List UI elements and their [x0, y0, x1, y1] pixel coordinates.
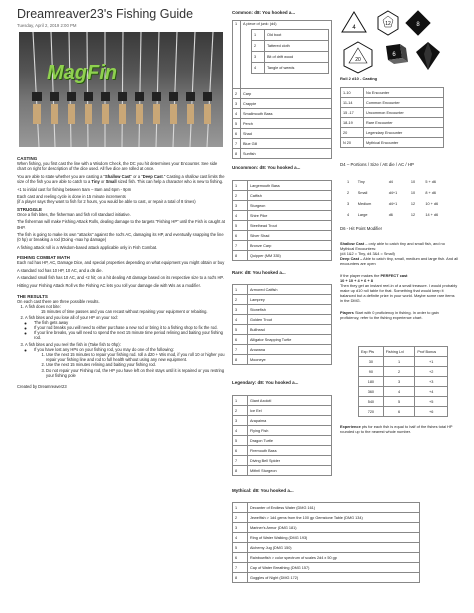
struggle-p1: Once a fish bites, the fisherman and fish roll standard initiative. — [17, 211, 131, 217]
mythical-title: Mythical: d8: You hooked a... — [232, 488, 294, 493]
d10-icon — [416, 42, 440, 70]
uncommon-table: 1 Largemouth Bass 2 Catfish 3 Sturgeon 4 Shire Pike 5 Steelhead Trout 6 Silver Shad 7 Bronze Carp 8 Quipper (MM 335) — [232, 180, 332, 261]
table-cell: Diving Bell Spider — [248, 456, 332, 466]
result-2: 2. A fish bites and you lose all of your HP on your rod: ◦ The fish gets away ◦ If your rod breaks you will need to either purchase a new rod or bring it to a fishing shop to fix the rod. ◦ If your line breaks, you will need to spend the next 15 minute time period relining and baiting your fishing rod. — [25, 315, 225, 341]
results-intro: On each cast there are three possible results. — [17, 298, 100, 304]
table-cell: Rare Encounter — [364, 118, 444, 128]
table-cell: Arapaima — [248, 416, 332, 426]
table-cell: Firemouth Bass — [248, 446, 332, 456]
combat-p3: A standard small fish has 10 AC, and +2 hit; on a hit dealing Att damage based on its respective size to a rod's HP. — [17, 275, 224, 281]
d8-icon — [406, 11, 430, 35]
results-list — [17, 304, 225, 378]
result-2c: ◦ If your line breaks, you will need to spend the next 15 minute time period relining and baiting your fishing rod. — [34, 330, 225, 340]
deep-note: Deep Cast – Able to catch tiny, small, medium and large fish. And all encounters are open — [340, 256, 459, 266]
result-1: 1. A fish does not bite: 15 minutes of time passes and you can recast without repairing your equipment or rebaiting. — [25, 304, 225, 314]
portions-title: D4 – Portions / Size / Att die / AC / HP — [340, 162, 414, 167]
exp-header: Exp Pts — [359, 347, 384, 357]
fishing-rods-image — [19, 32, 223, 147]
lvl-header: Fishing Lvl — [383, 347, 415, 357]
casting-heading: CASTING — [17, 156, 38, 161]
common-row-junk — [241, 21, 332, 89]
legendary-table: 1 Giant Axolotl 2 Ice Eel 3 Arapaima 4 Flying Fish 5 Dragon Turtle 6 Firemouth Bass 7 Diving Bell Spider 8 Mithril Sturgeon — [232, 395, 332, 476]
bonus-header: Prof Bonus — [415, 347, 448, 357]
result-3: 3. A fish bites and you reel the fish in (Take fish to 0hp): ◦ If you have lost any HPs on your fishing rod, you may do one of the following: 1. Use the next 15 minutes to repair your fishing rod. roll a d20 + Wis mod, if you roll 10 or higher you repair your fishing line and rod to full health without using any new equipment. 2. Use the next 15 minutes relining and baiting your fishing rod. 3. Do not repair your Fishing rod, the HP you have left on their stays until it is repaired or you restring your fishing pole — [25, 342, 225, 378]
table-cell: Flying Fish — [248, 426, 332, 436]
table-cell: Rainbowfish > color spectrum of scales 2d4 x 50 gp — [248, 553, 420, 563]
shallow-formula: (d4 1&2 = Tiny, d4 3&4 = Small) — [340, 251, 395, 256]
result-3a: ◦ If you have lost any HPs on your fishing rod, you may do one of the following: 1. Use the next 15 minutes to repair your fishing rod. roll a d20 + Wis mod, if you roll 10 or higher you repair your fishing line and rod to full health without using any new equipment. 2. Use the next 15 minutes relining and baiting your fishing rod. 3. Do not repair your Fishing rod, the HP you have left on their stays until it is repaired or you restring your fishing pole — [34, 347, 225, 378]
table-cell: Catfish — [248, 191, 332, 201]
table-cell: Shire Pike — [248, 211, 332, 221]
left-column — [17, 156, 225, 392]
table-cell: Stonefish — [248, 305, 332, 315]
result-3a3: 3. Do not repair your Fishing rod, the HP you have left on their stays until it is repaired or you restring your fishing pole — [46, 368, 225, 378]
table-cell: Common Encounter — [364, 98, 444, 108]
svg-text:8: 8 — [416, 22, 420, 28]
encounter-table: 1-10 No Encounter 11-14 Common Encounter 15 -17 Uncommon Encounter 18-19 Rare Encounter 20 Legendary Encounter N 20 Mythical Encounter — [340, 87, 444, 148]
struggle-heading: STRUGGLE — [17, 206, 43, 212]
table-cell: Dragon Turtle — [248, 436, 332, 446]
d20-icon — [344, 42, 372, 73]
table-cell: Uncommon Encounter — [364, 108, 444, 118]
table-cell: Alligator Snapping Turtle — [248, 335, 332, 345]
uncommon-title: Uncommon: d8: You hooked a... — [232, 165, 301, 170]
table-cell: Arowana — [248, 345, 332, 355]
table-cell: Armored Catfish — [248, 285, 332, 295]
perfect-formula: 10 + 10 + 4 + 6 + 8 — [340, 278, 373, 283]
table-cell: Ice Eel — [248, 406, 332, 416]
table-cell: Lamprey — [248, 295, 332, 305]
perfect-cast-intro: If the player makes the PERFECT cast — [340, 273, 408, 278]
svg-text:4: 4 — [352, 25, 356, 31]
struggle-p3: The fish is going to make its own "attacks" against the rod's AC, damaging its HP, and eventually snapping the line (0 hp) or breaking a rod (Doing -max hp damage) — [17, 232, 224, 243]
casting-p1: When fishing, you first cast the line with a Wisdom Check, the DC you hit determines your Encounter. See side chart on right for description of the dice used. All five dice are rolled at once. — [17, 161, 218, 172]
portions-table: 1 Tiny d4 10 5 + d6 2 Small d4+1 10 8 + d6 3 Medium d4+1 12 10 + d6 4 Large d6 12 14 + d6 — [347, 179, 439, 217]
junk-table: 1 Old boot 2 Tattered cloth 3 Bit of drift wood 4 Tangle of weeds — [251, 29, 329, 74]
proficiency-note: Players Start with 0 proficiency in fishing. In order to gain proficiency, refer to the fishing experience chart. — [340, 310, 439, 320]
table-cell: Giant Axolotl — [248, 396, 332, 406]
svg-text:12: 12 — [385, 21, 391, 27]
table-cell: Silver Shad — [248, 231, 332, 241]
common-table: 1 A piece of junk: (d4) 1 Old boot 2 Tattered cloth 3 Bit of drift wood 4 Tangle of weeds 2 Carp 3 Crappie 4 Smallmouth Bass 5 Perch 6 Shad 7 Blue Gill 8 Sunfish — [232, 20, 332, 159]
experience-table: Exp Pts Fishing Lvl Prof Bonus 30 1 +1 90 2 +2 180 3 +3 360 4 +4 540 5 +5 720 6 +6 — [358, 346, 448, 417]
table-cell: Ring of Water Walking (DMG 193) — [248, 533, 420, 543]
casting-p2: You are able to state whether you are casting a "Shallow Cast" or a "Deep Cast." Casting a shallow cast limits the size of the fish you are able to catch to a Tiny or Small sized fish. This can help a character who is new to fishing. — [17, 173, 225, 185]
combat-p2: A standard rod has 10 HP, 10 AC, and a d6 die. — [17, 267, 103, 273]
fish-crappie: Crappie — [241, 99, 332, 109]
svg-text:6: 6 — [392, 52, 396, 58]
fish-bluegill: Blue Gill — [241, 139, 332, 149]
table-cell: No Encounter — [364, 88, 444, 98]
fish-shad: Shad — [241, 129, 332, 139]
result-2a: ◦ The fish gets away — [34, 320, 225, 325]
table-cell: Bullhead — [248, 325, 332, 335]
dice-illustration — [340, 10, 450, 84]
experience-note: Experience pts for each fish is equal to half of the fishes total HP rounded up to the nearest whole number. — [340, 424, 453, 434]
brand-logo: MagFin — [47, 62, 117, 84]
mythical-table: 1 Decanter of Endless Water (DMG 161) 2 Jewelfish > 1d4 gems from the 100 gp Gemstone Table (DMG 134) 3 Mariner's Armor (DMG 181) 4 Ring of Water Walking (DMG 193) 5 Alchemy Jug (DMG 150) 6 Rainbowfish > color spectrum of scales 2d4 x 50 gp 7 Cap of Water Breathing (DMG 157) 8 Goggles of Night (DMG 172) — [232, 502, 420, 583]
d4-icon — [342, 12, 366, 32]
combat-p4: Hitting your Fishing Attack Roll vs the Fishing AC lets you roll your damage die with Wis as a modifier. — [17, 282, 201, 288]
results-heading: THE RESULTS — [17, 293, 48, 299]
table-cell: Mythical Encounter — [364, 138, 444, 148]
fish-sunfish: Sunfish — [241, 149, 332, 159]
table-cell: Mooneye — [248, 355, 332, 365]
result-3a1: 1. Use the next 15 minutes to repair your fishing rod. roll a d20 + Wis mod, if you roll 10 or higher you repair your fishing line and rod to full health without using any new equipment. — [46, 352, 225, 362]
casting-p3: +1 to initial cast for fishing between 5am – 8am and 6pm - 9pm — [17, 186, 132, 192]
d6-icon — [386, 44, 408, 64]
combat-heading: FISHING COMBAT MATH — [17, 255, 70, 261]
junk-label: A piece of junk: (d4) — [243, 22, 277, 26]
result-2b: ◦ If your rod breaks you will need to either purchase a new rod or bring it to a fishing shop to fix the rod. — [34, 325, 225, 330]
struggle-p2: The fisherman will make Fishing Attack Rolls, dealing damage to the targets "Fishing HP" until the Fish is caught at 0HP. — [17, 219, 225, 230]
common-row-n: 1 — [233, 21, 241, 89]
shallow-note: Shallow Cast – only able to catch tiny and small fish, and no Mythical Encounters: — [340, 241, 445, 251]
fish-smallmouth: Smallmouth Bass — [241, 109, 332, 119]
table-cell: Alchemy Jug (DMG 150) — [248, 543, 420, 553]
result-3a2: 2. Use the next 15 minutes relining and baiting your fishing rod. — [46, 362, 225, 367]
svg-text:20: 20 — [355, 57, 361, 63]
table-cell: Jewelfish > 1d4 gems from the 100 gp Gemstone Table (DMG 134) — [248, 513, 420, 523]
rare-table: 1 Armored Catfish 2 Lamprey 3 Stonefish 4 Golden Trout 5 Bullhead 6 Alligator Snapping Turtle 7 Arowana 8 Mooneye — [232, 284, 332, 365]
page-title: Dreamreaver23's Fishing Guide — [17, 7, 194, 21]
casting-p4: Each cast and reeling cycle is done in 15 minute increments (if a player says they want to fish for 2 hours, you would be able to cast, or repair a total of 8 times) — [17, 194, 196, 205]
combat-p1: Each rod has HP, AC, Damage Dice, and special properties depending on what equipment you might obtain or buy — [17, 260, 225, 266]
hitpoint-title: D6 - Hit Point Modifier — [340, 226, 383, 231]
page-date: Tuesday, April 2, 2019 2:00 PM — [17, 23, 77, 28]
credit: Created by Dreamreaver23 — [17, 384, 67, 390]
table-cell: Quipper (MM 335) — [248, 251, 332, 261]
table-cell: Bronze Carp — [248, 241, 332, 251]
table-cell: Sturgeon — [248, 201, 332, 211]
table-cell: Legendary Encounter — [364, 128, 444, 138]
dice-caption: Roll 2 d10 - Casting — [340, 76, 378, 81]
fish-carp: Carp — [241, 89, 332, 99]
d12-icon — [378, 11, 398, 35]
result-1a: 15 minutes of time passes and you can recast without repairing your equipment or rebaiting. — [41, 309, 208, 315]
right-notes — [340, 226, 458, 320]
rare-title: Rare: d8: You hooked a... — [232, 270, 286, 275]
table-cell: Golden Trout — [248, 315, 332, 325]
legendary-title: Legendary: d8: You hooked a... — [232, 380, 299, 385]
struggle-p4: A fishing attack roll is a Wisdom-based attack applicable only in Fish Combat. — [17, 244, 158, 250]
table-cell: Goggles of Night (DMG 172) — [248, 573, 420, 583]
table-cell: Decanter of Endless Water (DMG 161) — [248, 503, 420, 513]
table-cell: Mithril Sturgeon — [248, 466, 332, 476]
common-title: Common: d8: You hooked a... — [232, 10, 296, 15]
perfect-text: Then they get an instant reel-in of a small treasure. I would probably make up d10 roll table for that. Something that would keep it balanced but a definite prize in your world. Maybe some rare items in the DMG. — [340, 283, 458, 303]
table-cell: Cap of Water Breathing (DMG 157) — [248, 563, 420, 573]
table-cell: Largemouth Bass — [248, 181, 332, 191]
table-cell: Mariner's Armor (DMG 181) — [248, 523, 420, 533]
fish-perch: Perch — [241, 119, 332, 129]
table-cell: Steelhead Trout — [248, 221, 332, 231]
